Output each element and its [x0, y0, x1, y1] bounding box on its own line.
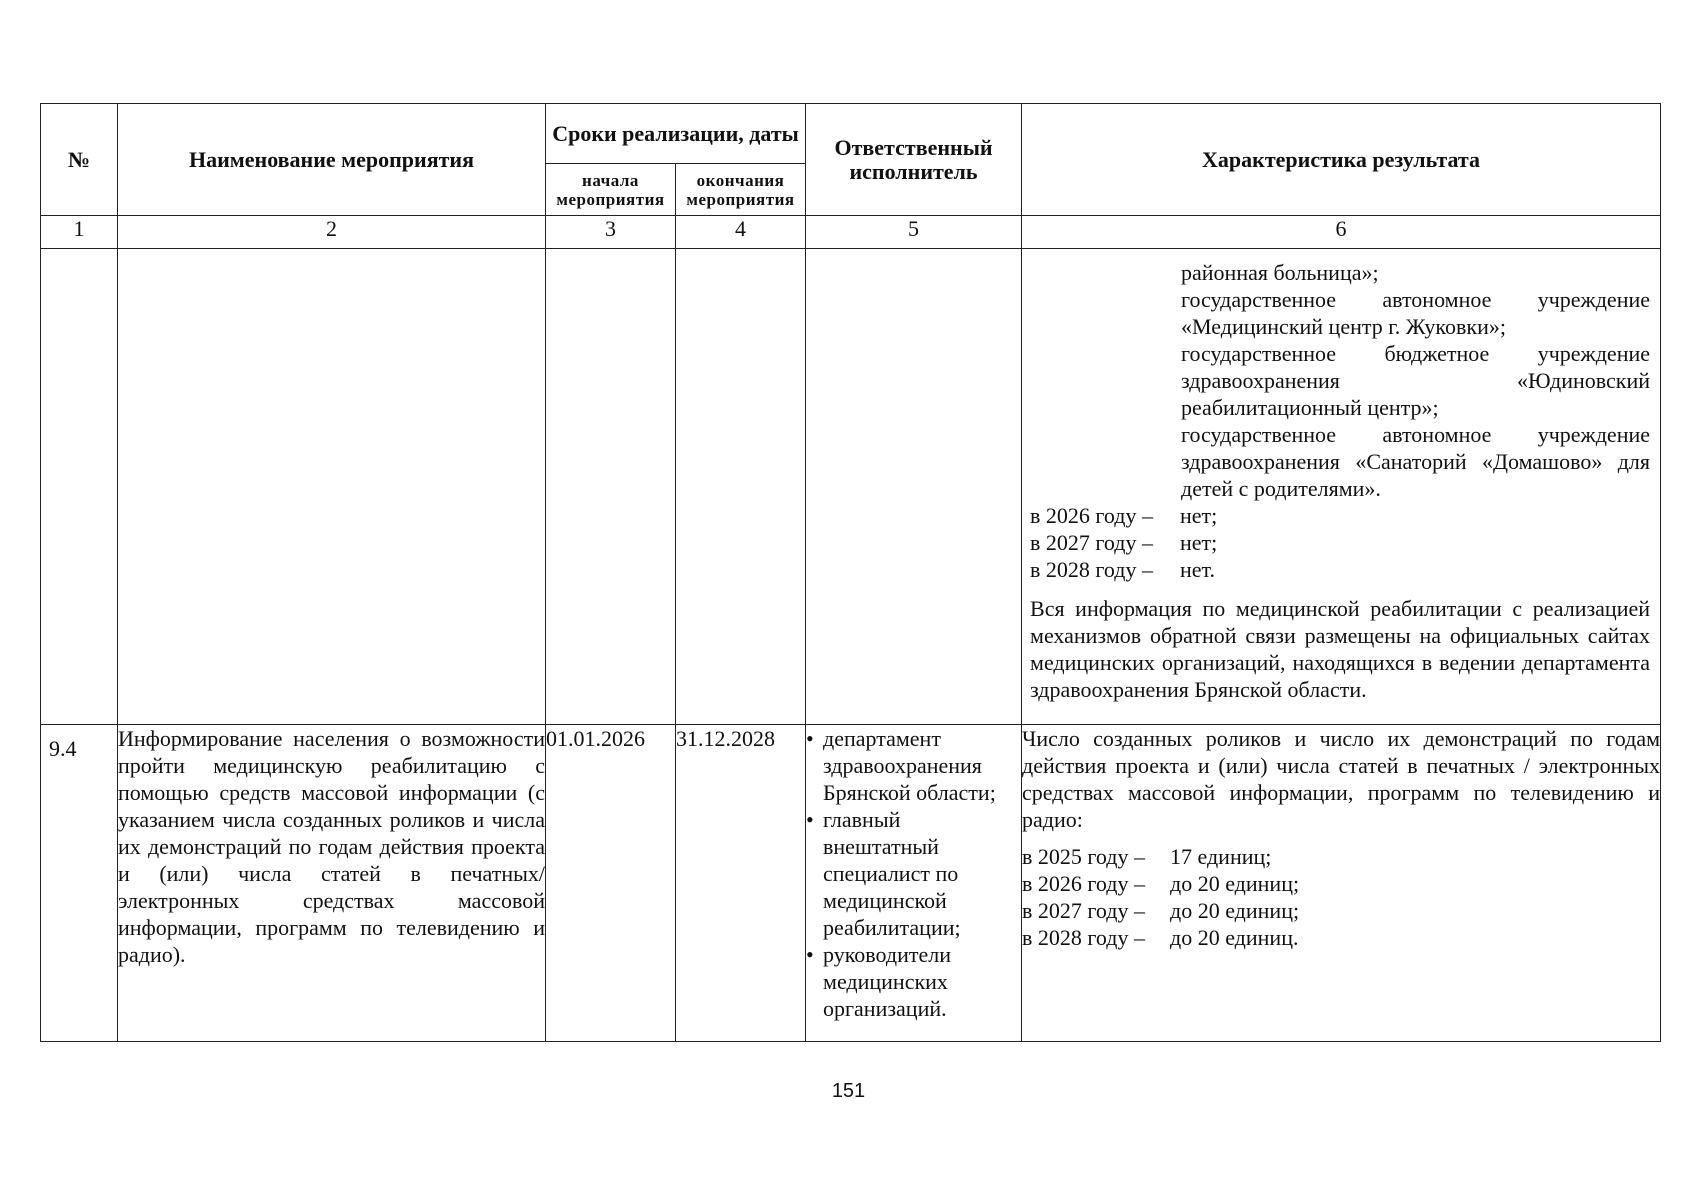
responsible-item: [806, 941, 1021, 1022]
year-label: в 2026 году –: [1030, 503, 1153, 528]
header-row: [41, 104, 1661, 164]
year-label: в 2026 году –: [1022, 871, 1145, 896]
header-responsible: Ответственный исполнитель: [806, 104, 1022, 216]
measure-number: 9.4: [41, 725, 118, 1042]
end-date: 31.12.2028: [676, 725, 806, 1042]
bullet-icon: •: [806, 807, 814, 832]
responsible-list: [806, 725, 1022, 1042]
continued-years-list: [1030, 502, 1650, 583]
page-number: 151: [831, 1080, 866, 1102]
column-number: 6: [1022, 216, 1661, 249]
year-label: в 2025 году –: [1022, 844, 1145, 869]
year-label: в 2027 году –: [1030, 530, 1153, 555]
header-number: №: [41, 104, 118, 216]
responsible-item: [806, 725, 1021, 806]
header-result: Характеристика результата: [1022, 104, 1661, 216]
bullet-icon: •: [806, 942, 814, 967]
year-value: нет;: [1180, 503, 1218, 528]
empty-cell: [676, 249, 806, 725]
start-date: 01.01.2026: [546, 725, 676, 1042]
organization-item: государственное автономное учреждение «Медицинский центр г. Жуковки»;: [1181, 287, 1651, 339]
empty-cell: [118, 249, 546, 725]
column-number: 4: [676, 216, 806, 249]
responsible-text: департамент здравоохранения Брянской области;: [823, 726, 996, 805]
header-measure-name: Наименование мероприятия: [118, 104, 546, 216]
organization-item: государственное автономное учреждение здравоохранения «Санаторий «Домашово» для детей с родителями».: [1181, 422, 1651, 501]
measure-name: Информирование населения о возможности пройти медицинскую реабилитацию с помощью средств массовой информации (с указанием числа созданных роликов и числа их демонстраций по годам действия проекта и (или) числа статей в печатных/электронных средствах массовой информации, программ по телевидению и радио).: [118, 725, 546, 1042]
year-value: до 20 единиц;: [1170, 871, 1300, 896]
result-cell: [1022, 725, 1661, 1042]
column-number: 5: [806, 216, 1022, 249]
result-text: Число созданных роликов и число их демонстраций по годам действия проекта и (или) числа статей в печатных / электронных средствах массовой информации, программ по телевидению и радио:: [1022, 726, 1661, 832]
year-label: в 2028 году –: [1030, 557, 1153, 582]
measure-row-9-4: [41, 725, 1661, 1042]
year-label: в 2028 году –: [1022, 925, 1145, 950]
empty-cell: [41, 249, 118, 725]
year-value: нет;: [1180, 530, 1218, 555]
continued-row: [41, 249, 1661, 725]
column-numbers-row: [41, 216, 1661, 249]
year-value: до 20 единиц.: [1170, 925, 1299, 950]
header-end-date: окончания мероприятия: [676, 164, 806, 216]
column-number: 3: [546, 216, 676, 249]
header-start-date: начала мероприятия: [546, 164, 676, 216]
responsible-item: [806, 806, 1021, 941]
continued-result-cell: [1022, 249, 1661, 725]
year-value: до 20 единиц;: [1170, 898, 1300, 923]
responsible-text: главный внештатный специалист по медицинской реабилитации;: [823, 807, 961, 940]
year-label: в 2027 году –: [1022, 898, 1145, 923]
year-value: 17 единиц;: [1170, 844, 1272, 869]
empty-cell: [546, 249, 676, 725]
measures-table: [40, 103, 1661, 1042]
year-value: нет.: [1180, 557, 1216, 582]
column-number: 1: [41, 216, 118, 249]
result-years-list: [1022, 843, 1660, 951]
responsible-text: руководители медицинских организаций.: [823, 942, 951, 1021]
empty-cell: [806, 249, 1022, 725]
header-terms: Сроки реализации, даты: [546, 104, 806, 164]
column-number: 2: [118, 216, 546, 249]
bullet-icon: •: [806, 726, 814, 751]
organization-item: государственное бюджетное учреждение здравоохранения «Юдиновский реабилитационный центр»;: [1181, 341, 1651, 420]
organizations-list: [1181, 259, 1650, 502]
info-paragraph: Вся информация по медицинской реабилитации с реализацией механизмов обратной связи размещены на официальных сайтах медицинских организаций, находящихся в ведении департамента здравоохранения Брянской области.: [1030, 596, 1651, 702]
organization-item: районная больница»;: [1181, 260, 1379, 285]
